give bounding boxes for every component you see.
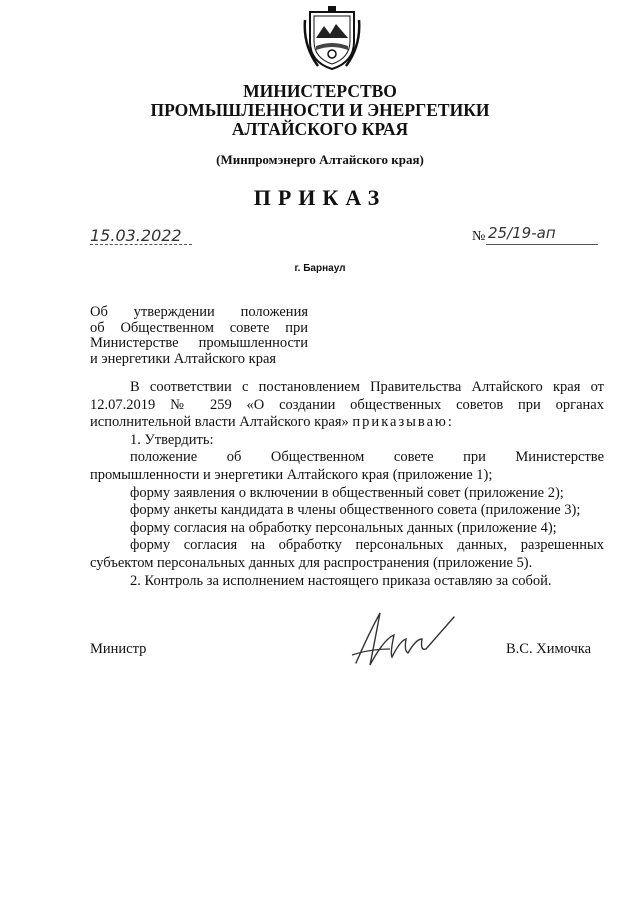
order-number: 25/19-ап [488, 224, 556, 242]
item-1b: форму заявления о включении в общественный совет (приложение 2); [130, 484, 564, 501]
ministry-line-1: МИНИСТЕРСТВО [243, 81, 397, 101]
item-1a-line-2: промышленности и энергетики Алтайского края (приложение 1); [90, 466, 493, 483]
item-2: 2. Контроль за исполнением настоящего приказа оставляю за собой. [130, 572, 552, 589]
ministry-name [120, 82, 520, 139]
subject-line-1: Об утверждении положения [90, 304, 308, 320]
number-sign: № [472, 229, 486, 244]
signer-position: Министр [90, 641, 147, 657]
item-1e: форму согласия на обработку персональных данных, разрешенных субъектом персональных данных для распространения (приложение 5). [90, 537, 604, 571]
preamble-verb: приказываю: [352, 414, 454, 431]
item-1c: форму анкеты кандидата в члены общественного совета (приложение 3); [130, 502, 581, 519]
date-underline [90, 244, 192, 245]
subject-line-2: об Общественном совете при [90, 319, 308, 336]
item-1d: форму согласия на обработку персональных данных (приложение 4); [130, 519, 557, 536]
item-1-title: 1. Утвердить: [130, 431, 214, 448]
order-date: 15.03.2022 [90, 226, 182, 245]
signature-icon [350, 605, 460, 675]
subject-line-4: и энергетики Алтайского края [90, 350, 277, 367]
order-subject [90, 305, 308, 367]
ministry-short-name: (Минпромэнерго Алтайского края) [216, 152, 424, 167]
city: г. Барнаул [294, 263, 346, 274]
subject-line-3: Министерстве промышленности [90, 335, 308, 351]
coat-of-arms-icon [302, 6, 362, 72]
document-type-title: ПРИКАЗ [253, 185, 387, 210]
number-underline [486, 244, 598, 245]
ministry-line-2: ПРОМЫШЛЕННОСТИ И ЭНЕРГЕТИКИ [150, 100, 490, 120]
order-body [90, 379, 604, 590]
ministry-line-3: АЛТАЙСКОГО КРАЯ [231, 119, 409, 139]
signer-name: В.С. Химочка [506, 641, 592, 657]
item-1a-line-1: положение об Общественном совете при Министерстве [130, 449, 604, 466]
preamble-text: В соответствии с постановлением Правительства Алтайского края от 12.07.2019 № 259 «О создании общественных советов при органах исполнительной власти Алтайского края» [90, 379, 604, 431]
preamble [90, 379, 604, 432]
